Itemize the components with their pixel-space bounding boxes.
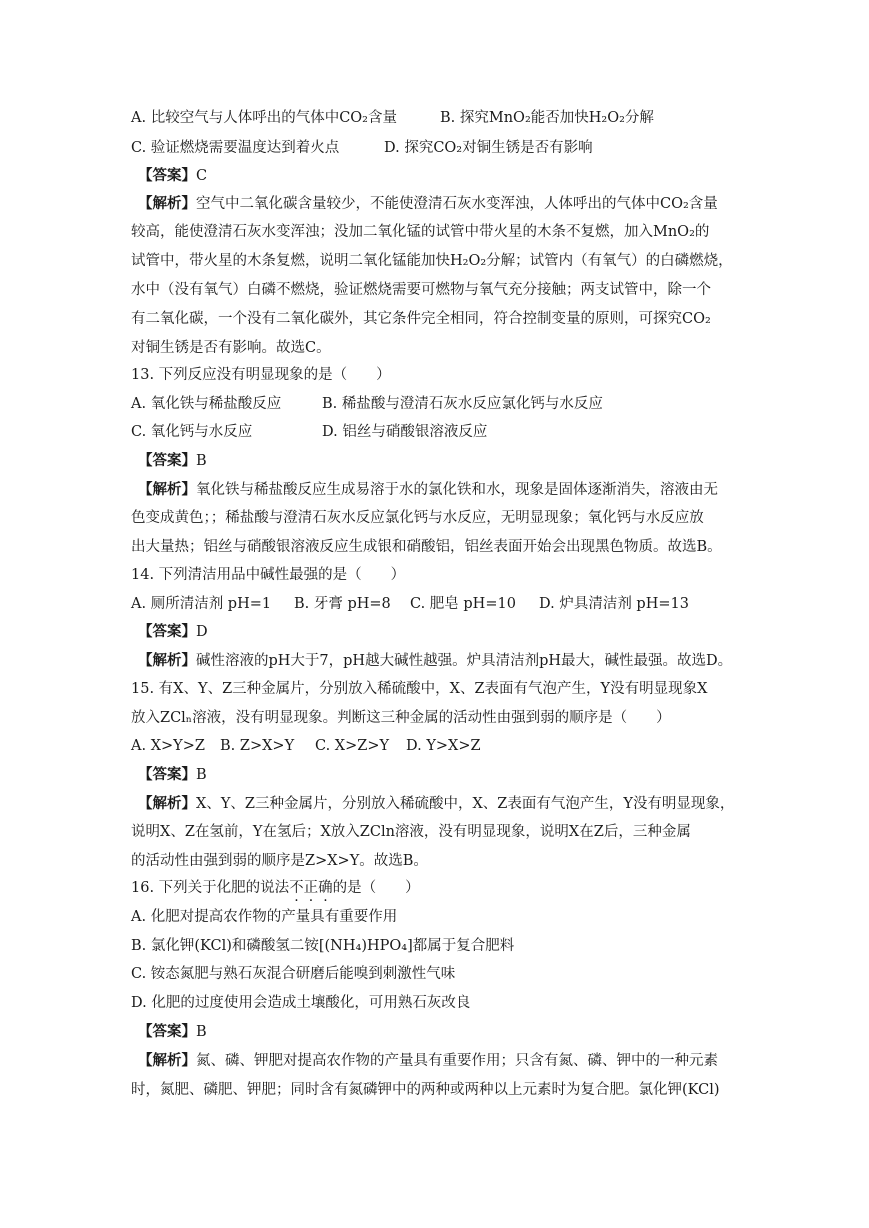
q14-option-d: D. 炉具清洁剂 pH=13: [539, 596, 689, 612]
q15-analysis-line: 【解析】X、Y、Z三种金属片，分别放入稀硫酸中，X、Z表面有气泡产生，Y没有明显现象，: [138, 795, 735, 812]
q16-stem-pre: 16. 下列关于化肥的说法: [131, 880, 290, 896]
q16-emphasis-char: 正: [303, 880, 319, 896]
q12-options-row1: [131, 108, 654, 128]
q16-stem: [131, 878, 420, 898]
q14-option-c: C. 肥皂 pH=10: [410, 596, 516, 612]
q13-options-row1: [131, 394, 603, 414]
q12-options-row2: [131, 138, 593, 158]
q14-stem: 14. 下列清洁用品中碱性最强的是（ ）: [131, 567, 406, 583]
q13-option-d: D. 铝丝与硝酸银溶液反应: [322, 424, 488, 440]
q15-option-a: A. X>Y>Z: [131, 738, 205, 754]
q16-answer: 【答案】B: [138, 1023, 207, 1040]
q12-answer: 【答案】C: [138, 167, 208, 184]
q13-option-a: A. 氧化铁与稀盐酸反应: [131, 396, 282, 412]
section-marker: 【解析】: [138, 1052, 196, 1069]
q13-analysis-line: 出大量热；铝丝与硝酸银溶液反应生成银和硝酸铝，铝丝表面开始会出现黑色物质。故选B。: [131, 539, 722, 555]
q12-option-d: D. 探究CO₂对铜生锈是否有影响: [384, 140, 593, 156]
section-marker: 【答案】: [138, 167, 196, 184]
q15-option-b: B. Z>X>Y: [220, 738, 295, 754]
q12-analysis-line: 试管中，带火星的木条复燃，说明二氧化锰能加快H₂O₂分解；试管内（有氧气）的白磷燃烧，: [131, 253, 733, 269]
q13-answer: 【答案】B: [138, 452, 207, 469]
q15-stem-line: 15. 有X、Y、Z三种金属片，分别放入稀硫酸中，X、Z表面有气泡产生，Y没有明显现象X: [131, 681, 708, 697]
section-marker: 【答案】: [138, 1023, 196, 1040]
q14-option-b: B. 牙膏 pH=8: [294, 596, 391, 612]
q16-option-c: C. 铵态氮肥与熟石灰混合研磨后能嗅到刺激性气味: [131, 966, 456, 982]
q13-option-b: B. 稀盐酸与澄清石灰水反应氯化钙与水反应: [322, 396, 603, 412]
q16-option-b: B. 氯化钾(KCl)和磷酸氢二铵[(NH₄)HPO₄]都属于复合肥料: [131, 938, 515, 954]
q16-analysis-line: 【解析】氮、磷、钾肥对提高农作物的产量具有重要作用；只含有氮、磷、钾中的一种元素: [138, 1052, 718, 1069]
q15-stem-line: 放入ZClₙ溶液，没有明显现象。判断这三种金属的活动性由强到弱的顺序是（ ）: [131, 710, 671, 726]
q15-answer: 【答案】B: [138, 766, 207, 783]
q12-analysis-line: 【解析】空气中二氧化碳含量较少，不能使澄清石灰水变浑浊，人体呼出的气体中CO₂含量: [138, 195, 718, 212]
q14-options-row: [131, 594, 689, 614]
q15-options-row: [131, 736, 481, 756]
q15-option-d: D. Y>X>Z: [406, 738, 481, 754]
q14-option-a: A. 厕所清洁剂 pH=1: [131, 596, 272, 612]
q13-stem: 13. 下列反应没有明显现象的是（ ）: [131, 367, 391, 383]
q12-option-b: B. 探究MnO₂能否加快H₂O₂分解: [440, 110, 654, 126]
q14-answer: 【答案】D: [138, 623, 208, 640]
q12-option-a: A. 比较空气与人体呼出的气体中CO₂含量: [131, 110, 397, 126]
q13-analysis-line: 色变成黄色；；稀盐酸与澄清石灰水反应氯化钙与水反应，无明显现象；氧化钙与水反应放: [131, 510, 704, 526]
q16-option-a: A. 化肥对提高农作物的产量具有重要作用: [131, 909, 398, 925]
section-marker: 【解析】: [138, 195, 196, 212]
q13-analysis-line: 【解析】氧化铁与稀盐酸反应生成易溶于水的氯化铁和水，现象是固体逐渐消失，溶液由无: [138, 481, 718, 498]
section-marker: 【答案】: [138, 452, 196, 469]
q14-analysis-line: 【解析】碱性溶液的pH大于7，pH越大碱性越强。炉具清洁剂pH最大，碱性最强。故选D。: [138, 652, 733, 669]
q15-analysis-line: 说明X、Z在氢前，Y在氢后；X放入ZCln溶液，没有明显现象，说明X在Z后，三种金属: [131, 824, 691, 840]
section-marker: 【答案】: [138, 623, 196, 640]
q13-option-c: C. 氧化钙与水反应: [131, 424, 253, 440]
section-marker: 【解析】: [138, 795, 196, 812]
section-marker: 【解析】: [138, 652, 196, 669]
q12-analysis-line: 有二氧化碳，一个没有二氧化碳外，其它条件完全相同，符合控制变量的原则，可探究CO₂: [131, 311, 711, 327]
q16-emphasis-char: 不: [289, 880, 304, 896]
q16-option-d: D. 化肥的过度使用会造成土壤酸化，可用熟石灰改良: [131, 995, 471, 1011]
q15-option-c: C. X>Z>Y: [315, 738, 390, 754]
q12-analysis-line: 较高，能使澄清石灰水变浑浊；没加二氧化锰的试管中带火星的木条不复燃，加入MnO₂的: [131, 224, 710, 240]
section-marker: 【答案】: [138, 766, 196, 783]
q12-option-c: C. 验证燃烧需要温度达到着火点: [131, 140, 340, 156]
q12-analysis-line: 水中（没有氧气）白磷不燃烧，验证燃烧需要可燃物与氧气充分接触；两支试管中，除一个: [131, 282, 711, 298]
q15-analysis-line: 的活动性由强到弱的顺序是Z>X>Y。故选B。: [131, 853, 428, 869]
q16-analysis-line: 时，氮肥、磷肥、钾肥；同时含有氮磷钾中的两种或两种以上元素时为复合肥。氯化钾(KCl): [131, 1082, 720, 1098]
q12-analysis-line: 对铜生锈是否有影响。故选C。: [131, 340, 331, 356]
q16-stem-post: 的是（ ）: [332, 880, 420, 896]
q16-emphasis-char: 确: [318, 880, 333, 896]
section-marker: 【解析】: [138, 481, 196, 498]
q13-options-row2: [131, 422, 488, 442]
